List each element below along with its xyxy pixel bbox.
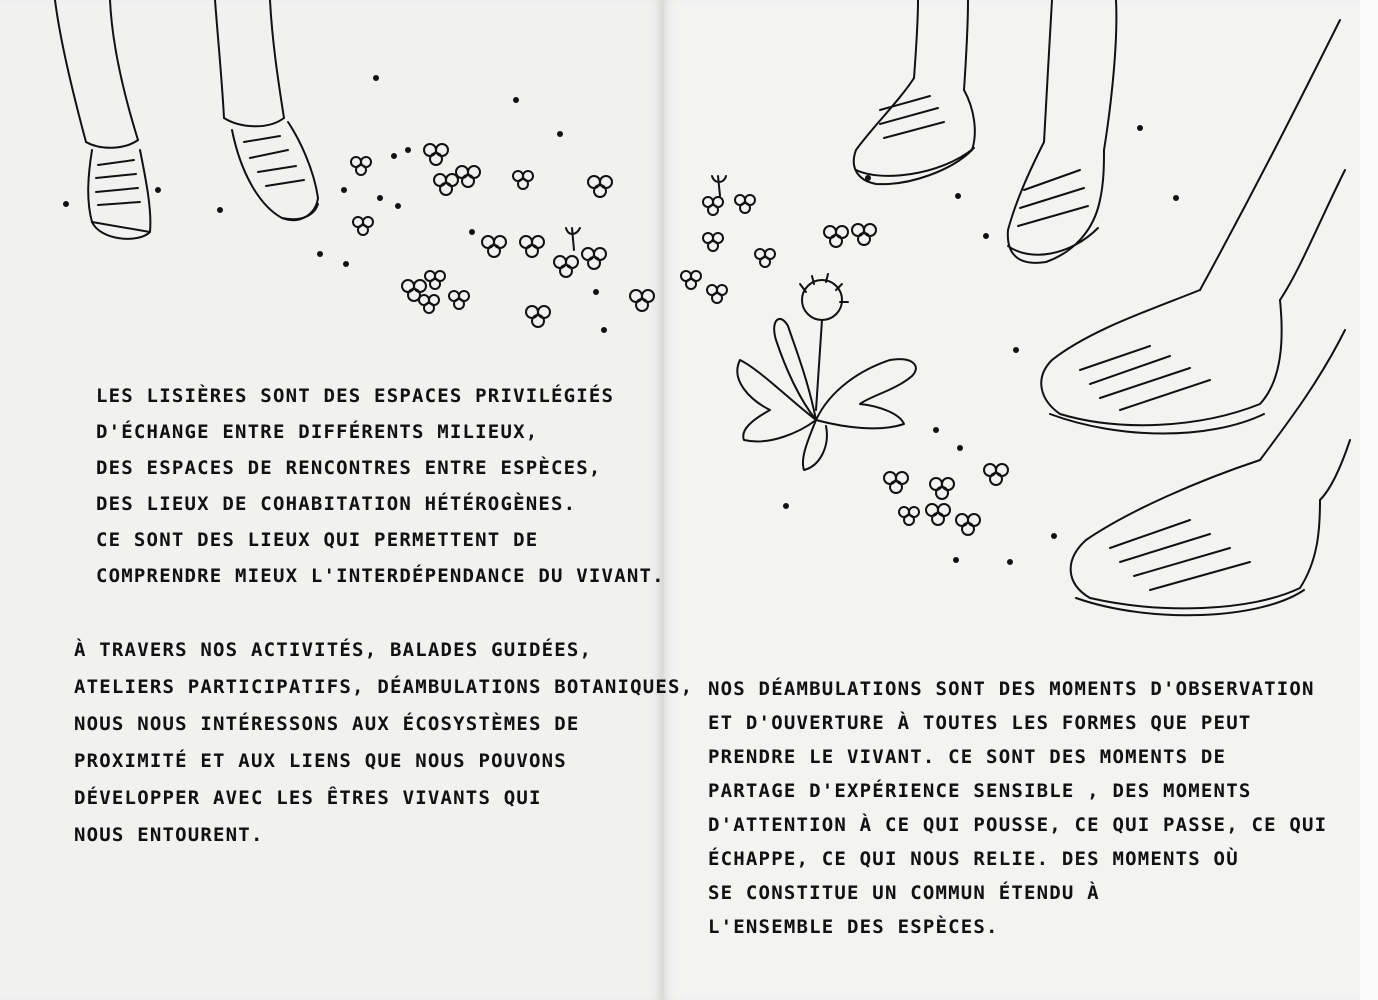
text-line: COMPRENDRE MIEUX L'INTERDÉPENDANCE DU VIVANT. <box>96 565 665 587</box>
text-line: ATELIERS PARTICIPATIFS, DÉAMBULATIONS BOTANIQUES, <box>74 676 694 698</box>
text-line: D'ÉCHANGE ENTRE DIFFÉRENTS MILIEUX, <box>96 421 539 443</box>
text-line: DES ESPACES DE RENCONTRES ENTRE ESPÈCES, <box>96 457 602 479</box>
right-paragraph-1 <box>708 672 1327 944</box>
text-line: À TRAVERS NOS ACTIVITÉS, BALADES GUIDÉES, <box>74 639 593 661</box>
text-line: NOS DÉAMBULATIONS SONT DES MOMENTS D'OBSERVATION <box>708 678 1315 700</box>
left-paragraph-2 <box>74 632 693 854</box>
text-line: ÉCHAPPE, CE QUI NOUS RELIE. DES MOMENTS OÙ <box>708 848 1239 870</box>
page-edge <box>1360 0 1378 1000</box>
text-line: L'ENSEMBLE DES ESPÈCES. <box>708 916 999 938</box>
text-line: DES LIEUX DE COHABITATION HÉTÉROGÈNES. <box>96 493 577 515</box>
text-line: NOUS NOUS INTÉRESSONS AUX ÉCOSYSTÈMES DE <box>74 713 580 735</box>
text-line: PROXIMITÉ ET AUX LIENS QUE NOUS POUVONS <box>74 750 567 772</box>
text-line: LES LISIÈRES SONT DES ESPACES PRIVILÉGIÉS <box>96 385 615 407</box>
text-line: PRENDRE LE VIVANT. CE SONT DES MOMENTS DE <box>708 746 1227 768</box>
text-line: CE SONT DES LIEUX QUI PERMETTENT DE <box>96 529 539 551</box>
left-paragraph-1 <box>96 378 665 594</box>
text-line: PARTAGE D'EXPÉRIENCE SENSIBLE , DES MOMENTS <box>708 780 1252 802</box>
text-line: DÉVELOPPER AVEC LES ÊTRES VIVANTS QUI <box>74 787 542 809</box>
text-line: NOUS ENTOURENT. <box>74 824 264 846</box>
text-line: SE CONSTITUE UN COMMUN ÉTENDU À <box>708 882 1100 904</box>
text-line: ET D'OUVERTURE À TOUTES LES FORMES QUE PEUT <box>708 712 1252 734</box>
text-line: D'ATTENTION À CE QUI POUSSE, CE QUI PASSE, CE QUI <box>708 814 1328 836</box>
